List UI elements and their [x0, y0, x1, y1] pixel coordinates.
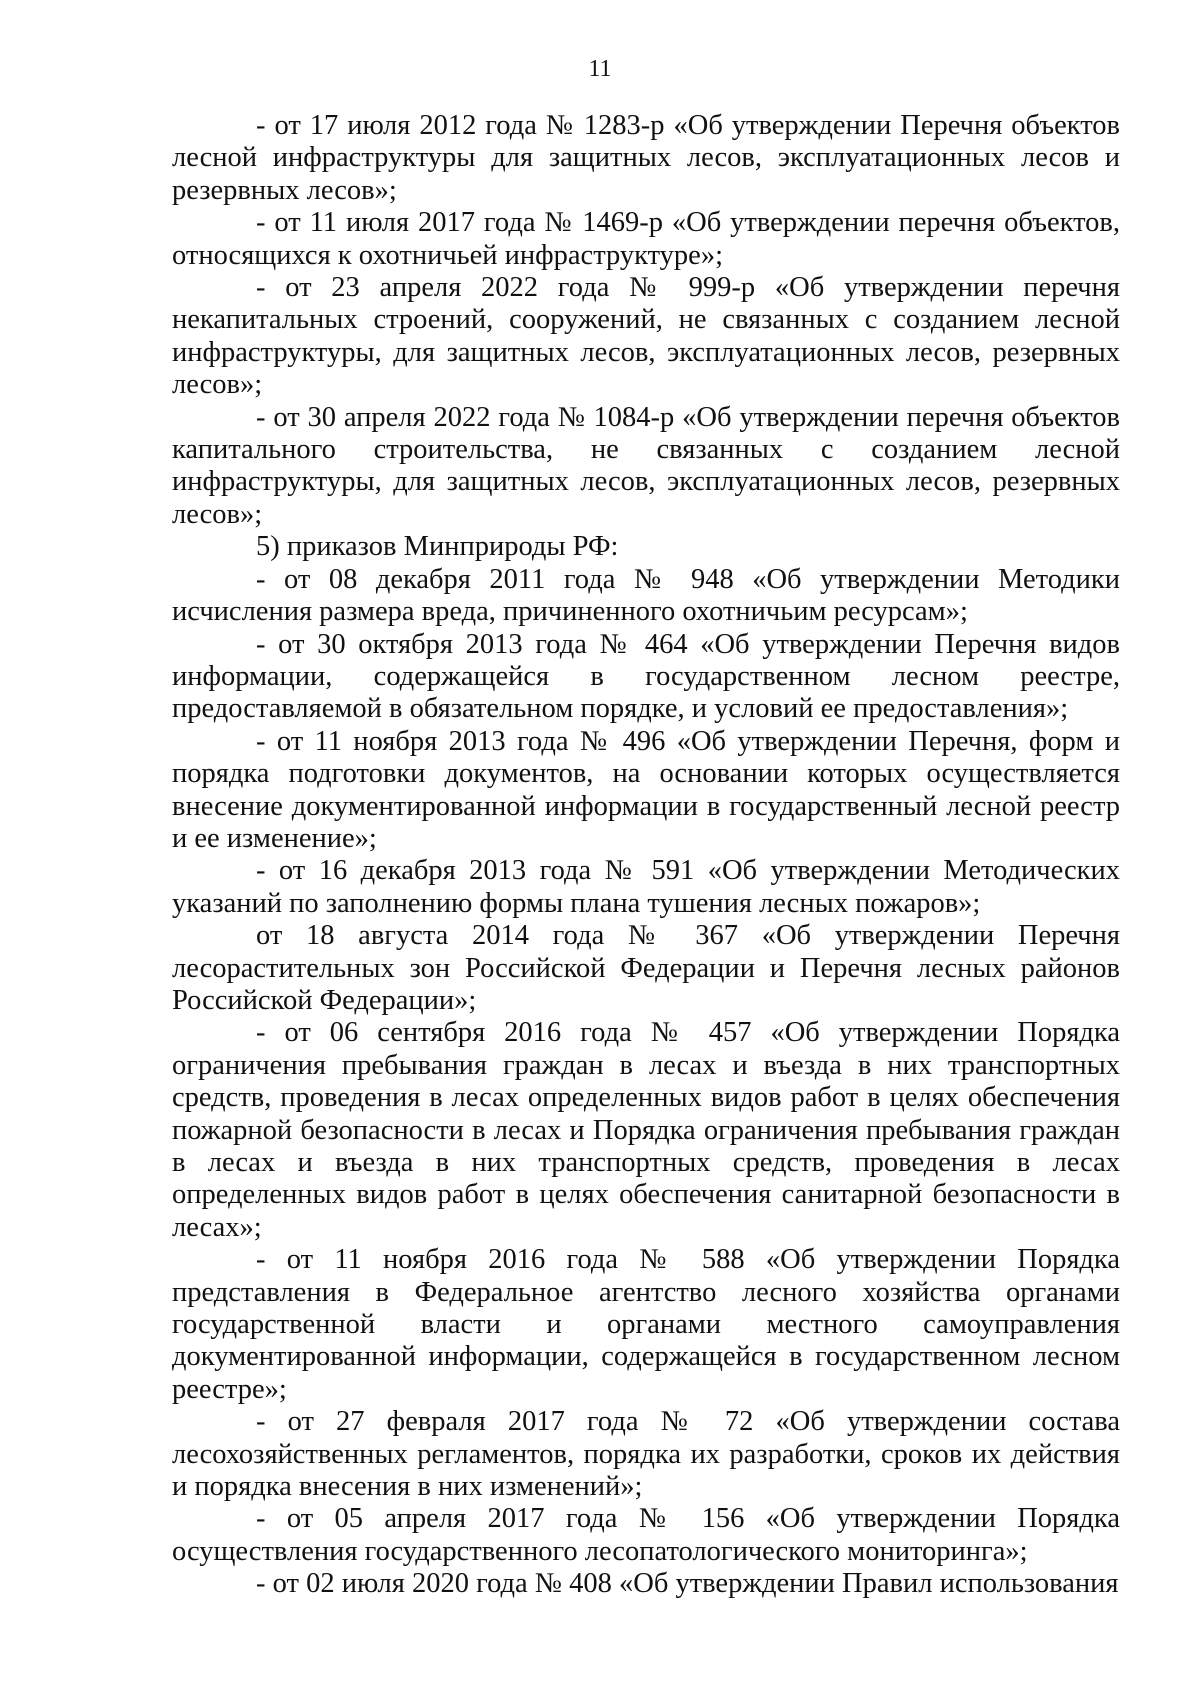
- paragraph-3: - от 23 апреля 2022 года № 999-р «Об утверждении перечня некапитальных строений, сооружений, не связанных с созданием лесной инфраструктуры, для защитных лесов, эксплуатационных лесов, резервных лесов»;: [172, 272, 1120, 401]
- paragraph-14: - от 05 апреля 2017 года № 156 «Об утверждении Порядка осуществления государственного лесопатологического мониторинга»;: [172, 1503, 1120, 1567]
- paragraph-12: - от 11 ноября 2016 года № 588 «Об утверждении Порядка представления в Федеральное агентство лесного хозяйства органами государственной власти и органами местного самоуправления документированной информации, содержащейся в государственном лесном реестре»;: [172, 1244, 1120, 1405]
- paragraph-9: - от 16 декабря 2013 года № 591 «Об утверждении Методических указаний по заполнению формы плана тушения лесных пожаров»;: [172, 855, 1120, 919]
- paragraph-4: - от 30 апреля 2022 года № 1084-р «Об утверждении перечня объектов капитального строительства, не связанных с созданием лесной инфраструктуры, для защитных лесов, эксплуатационных лесов, резервных лесов»;: [172, 401, 1120, 530]
- paragraph-5-heading: 5) приказов Минприроды РФ:: [256, 531, 619, 563]
- paragraph-7: - от 30 октября 2013 года № 464 «Об утверждении Перечня видов информации, содержащейся в государственном лесном реестре, предоставляемой в обязательном порядке, и условий ее предоставления»;: [172, 628, 1120, 725]
- paragraph-2: - от 11 июля 2017 года № 1469-р «Об утверждении перечня объектов, относящихся к охотничьей инфраструктуре»;: [172, 207, 1120, 271]
- paragraph-11: - от 06 сентября 2016 года № 457 «Об утверждении Порядка ограничения пребывания граждан в лесах и въезда в них транспортных средств, проведения в лесах определенных видов работ в целях обеспечения пожарной безопасности в лесах и Порядка ограничения пребывания граждан в лесах и въезда в них транспортных средств, проведения в лесах определенных видов работ в целях обеспечения санитарной безопасности в лесах»;: [172, 1017, 1120, 1243]
- paragraph-15: - от 02 июля 2020 года № 408 «Об утверждении Правил использования: [256, 1568, 1119, 1600]
- page-number: 11: [588, 56, 612, 82]
- paragraph-6: - от 08 декабря 2011 года № 948 «Об утверждении Методики исчисления размера вреда, причиненного охотничьим ресурсам»;: [172, 563, 1120, 628]
- paragraph-13: - от 27 февраля 2017 года № 72 «Об утверждении состава лесохозяйственных регламентов, порядка их разработки, сроков их действия и порядка внесения в них изменений»;: [172, 1406, 1120, 1503]
- paragraph-1: - от 17 июля 2012 года № 1283-р «Об утверждении Перечня объектов лесной инфраструктуры для защитных лесов, эксплуатационных лесов и резервных лесов»;: [172, 110, 1120, 206]
- paragraph-10: от 18 августа 2014 года № 367 «Об утверждении Перечня лесорастительных зон Российской Федерации и Перечня лесных районов Российской Федерации»;: [172, 920, 1120, 1016]
- paragraph-8: - от 11 ноября 2013 года № 496 «Об утверждении Перечня, форм и порядка подготовки документов, на основании которых осуществляется внесение документированной информации в государственный лесной реестр и ее изменение»;: [172, 725, 1120, 854]
- document-body: [172, 110, 1120, 1601]
